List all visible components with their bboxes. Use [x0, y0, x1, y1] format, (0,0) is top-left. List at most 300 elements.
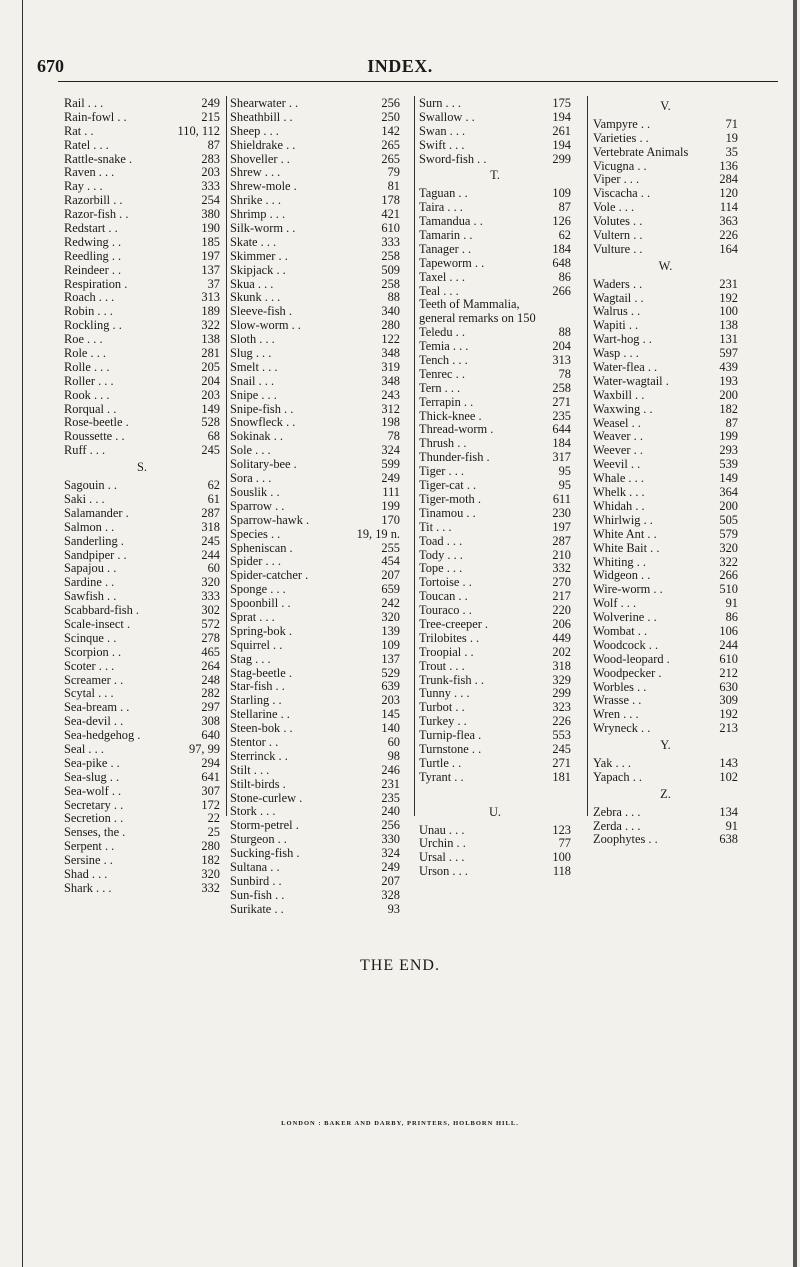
index-entry: [230, 500, 400, 514]
entry-name: Rail . . .: [64, 97, 104, 110]
entry-page: 164: [719, 241, 738, 256]
index-entry: [64, 166, 220, 180]
entry-name: Volutes . .: [593, 215, 643, 229]
entry-name: Scinque . .: [64, 631, 117, 645]
index-entry: [230, 736, 400, 750]
entry-page: 638: [719, 832, 738, 847]
index-entry: [419, 326, 571, 340]
entry-page: 149: [201, 401, 220, 416]
entry-page: 204: [201, 373, 220, 388]
index-entry: [593, 347, 738, 361]
entry-name: Tit . . .: [419, 520, 452, 534]
entry-name: Water-flea . .: [593, 361, 658, 375]
entry-name: Scale-insect .: [64, 617, 131, 631]
index-entry: [419, 396, 571, 410]
entry-page: 203: [201, 387, 220, 402]
index-entry: [593, 771, 738, 785]
index-entry: [64, 180, 220, 194]
entry-page: 109: [381, 637, 400, 652]
index-entry: [230, 236, 400, 250]
index-entry: [230, 569, 400, 583]
entry-name: Thrush . .: [419, 437, 467, 451]
index-entry: [593, 542, 738, 556]
entry-name: Tiger-cat . .: [419, 479, 477, 493]
entry-name: Raven . . .: [64, 166, 115, 180]
entry-name: Urson . . .: [419, 865, 468, 879]
entry-name: Rose-beetle .: [64, 416, 129, 430]
entry-name: Walrus . .: [593, 305, 641, 319]
index-entry: [64, 375, 220, 389]
entry-name: Viscacha . .: [593, 187, 651, 201]
index-entry: [64, 771, 220, 785]
entry-page: 60: [387, 734, 400, 749]
index-column-2: [230, 97, 400, 917]
index-entry: [593, 118, 738, 132]
index-entry: [593, 403, 738, 417]
index-entry: [593, 187, 738, 201]
entry-page: 97, 99: [189, 741, 220, 756]
index-entry: [230, 472, 400, 486]
index-entry: [64, 701, 220, 715]
index-entry: [64, 139, 220, 153]
entry-page: 270: [552, 575, 571, 590]
entry-page: 256: [381, 96, 400, 110]
entry-page: 258: [381, 276, 400, 291]
entry-name: Species . .: [230, 527, 281, 541]
entry-name: Ray . . .: [64, 180, 103, 194]
entry-page: 348: [381, 373, 400, 388]
column-divider: [414, 96, 415, 816]
entry-page: 203: [201, 165, 220, 180]
entry-name: Tapeworm . .: [419, 256, 485, 270]
index-entry: [64, 416, 220, 430]
entry-name: Wren . . .: [593, 708, 639, 722]
entry-page: 313: [552, 353, 571, 368]
index-entry: [64, 521, 220, 535]
index-entry: [64, 743, 220, 757]
entry-name: Tody . . .: [419, 548, 463, 562]
entry-page: 320: [381, 609, 400, 624]
index-entry: [593, 611, 738, 625]
entry-page: 465: [201, 644, 220, 659]
index-entry: [64, 264, 220, 278]
entry-page: 640: [201, 728, 220, 743]
entry-name: Troopial . .: [419, 645, 474, 659]
entry-name: Tree-creeper .: [419, 617, 489, 631]
entry-name: Scorpion . .: [64, 645, 122, 659]
letter-heading: Y.: [660, 738, 671, 753]
entry-name: Razor-fish . .: [64, 208, 129, 222]
entry-page: 246: [381, 762, 400, 777]
entry-page: 278: [201, 630, 220, 645]
index-entry: [230, 722, 400, 736]
entry-name: Whelk . . .: [593, 486, 645, 500]
page-number: 670: [37, 56, 64, 76]
index-entry: [230, 347, 400, 361]
index-entry: [419, 271, 571, 285]
index-entry: [419, 243, 571, 257]
entry-name: Trunk-fish . .: [419, 673, 484, 687]
entry-name: Steen-bok . .: [230, 722, 293, 736]
index-entry: [230, 653, 400, 667]
index-entry: [230, 375, 400, 389]
entry-name: Sapajou . .: [64, 562, 117, 576]
entry-name: Wolf . . .: [593, 597, 637, 611]
index-entry: [593, 173, 738, 187]
entry-name: Sunbird . .: [230, 874, 282, 888]
index-entry: [64, 479, 220, 493]
entry-name: Seal . . .: [64, 742, 104, 756]
entry-name: Sheathbill . .: [230, 110, 293, 124]
index-entry: [230, 555, 400, 569]
entry-name: Rain-fowl . .: [64, 110, 127, 124]
entry-page: 439: [719, 360, 738, 375]
entry-name: Respiration .: [64, 277, 128, 291]
index-entry: [64, 305, 220, 319]
index-entry: [64, 153, 220, 167]
entry-name: Vultern . .: [593, 229, 643, 243]
entry-name: Starling . .: [230, 694, 282, 708]
entry-name: Sea-pike . .: [64, 756, 120, 770]
index-entry: [230, 625, 400, 639]
index-entry: [64, 291, 220, 305]
entry-page: 510: [719, 582, 738, 597]
entry-name: Surikate . .: [230, 902, 284, 916]
entry-page: 599: [381, 457, 400, 472]
spacer: [419, 785, 571, 794]
entry-page: 421: [381, 207, 400, 222]
entry-name: Tortoise . .: [419, 576, 472, 590]
entry-page: 284: [719, 172, 738, 187]
entry-page: 199: [381, 498, 400, 513]
entry-name: Worbles . .: [593, 680, 647, 694]
entry-name: Senses, the .: [64, 826, 126, 840]
entry-name: Roach . . .: [64, 291, 115, 305]
entry-page: 287: [552, 533, 571, 548]
index-entry: [64, 361, 220, 375]
index-entry: [230, 111, 400, 125]
entry-name: Turkey . .: [419, 715, 467, 729]
header-rule: [58, 81, 778, 82]
entry-page: 184: [552, 241, 571, 256]
entry-name: Snipe-fish . .: [230, 402, 294, 416]
entry-page: 322: [201, 318, 220, 333]
entry-page: 217: [552, 589, 571, 604]
entry-page: 88: [387, 290, 400, 305]
entry-page: 659: [381, 582, 400, 597]
entry-name: Sagouin . .: [64, 479, 118, 493]
entry-name: Slow-worm . .: [230, 319, 301, 333]
entry-name: Saki . . .: [64, 492, 105, 506]
index-entry: [230, 528, 400, 542]
entry-page: 220: [552, 603, 571, 618]
entry-name: Water-wagtail .: [593, 374, 669, 388]
entry-page: 19, 19 n.: [356, 526, 400, 541]
entry-page: 197: [552, 519, 571, 534]
index-entry: [230, 694, 400, 708]
index-entry: [64, 97, 220, 111]
entry-page: 95: [558, 464, 571, 479]
entry-page: 302: [201, 603, 220, 618]
entry-name: Waxbill . .: [593, 388, 645, 402]
entry-page: 297: [201, 700, 220, 715]
entry-name: Ruff . . .: [64, 444, 106, 458]
index-note: Teeth of Mammalia,: [419, 297, 520, 312]
index-entry: [230, 597, 400, 611]
entry-name: Ursal . . .: [419, 851, 465, 865]
index-entry: [64, 430, 220, 444]
entry-page: 245: [552, 741, 571, 756]
index-entry: [419, 549, 571, 563]
entry-page: 333: [201, 179, 220, 194]
index-entry: [230, 819, 400, 833]
entry-name: Skimmer . .: [230, 249, 288, 263]
entry-name: Sparrow . .: [230, 499, 285, 513]
entry-page: 258: [381, 248, 400, 263]
entry-page: 312: [381, 401, 400, 416]
index-entry: [230, 97, 400, 111]
entry-page: 261: [552, 123, 571, 138]
entry-name: Unau . . .: [419, 823, 465, 837]
index-entry: [64, 604, 220, 618]
entry-name: Trout . . .: [419, 659, 465, 673]
index-entry: [419, 757, 571, 771]
entry-name: Turbot . .: [419, 701, 465, 715]
entry-page: 245: [201, 533, 220, 548]
entry-name: Sea-wolf . .: [64, 784, 122, 798]
index-entry: [64, 208, 220, 222]
index-entry: [593, 528, 738, 542]
index-entry: [419, 285, 571, 299]
index-entry: [230, 486, 400, 500]
index-entry: [230, 194, 400, 208]
entry-name: Reindeer . .: [64, 263, 122, 277]
entry-name: Sultana . .: [230, 860, 280, 874]
entry-name: Rook . . .: [64, 388, 110, 402]
entry-page: 102: [719, 769, 738, 784]
entry-page: 610: [719, 651, 738, 666]
index-entry: [419, 465, 571, 479]
entry-name: Sprat . . .: [230, 610, 275, 624]
entry-page: 294: [201, 755, 220, 770]
entry-page: 309: [719, 693, 738, 708]
entry-page: 37: [207, 276, 220, 291]
index-entry: [230, 389, 400, 403]
index-entry: [593, 215, 738, 229]
entry-name: Snipe . . .: [230, 388, 277, 402]
index-entry: [593, 375, 738, 389]
entry-name: Redwing . .: [64, 235, 122, 249]
entry-name: Waders . .: [593, 277, 643, 291]
index-entry: [64, 194, 220, 208]
entry-page: 185: [201, 234, 220, 249]
entry-name: Urchin . .: [419, 837, 466, 851]
index-entry: [419, 618, 571, 632]
entry-page: 244: [201, 547, 220, 562]
entry-name: Shrew-mole .: [230, 180, 297, 194]
entry-name: Tyrant . .: [419, 770, 464, 784]
entry-page: 242: [381, 596, 400, 611]
entry-page: 313: [201, 290, 220, 305]
entry-name: Star-fish . .: [230, 680, 285, 694]
entry-name: Tanager . .: [419, 242, 472, 256]
entry-page: 98: [387, 748, 400, 763]
entry-page: 318: [552, 658, 571, 673]
entry-name: Tope . . .: [419, 562, 463, 576]
index-entry: [230, 305, 400, 319]
entry-page: 250: [381, 109, 400, 124]
index-entry: [64, 868, 220, 882]
index-entry: [593, 833, 738, 847]
entry-page: 333: [381, 234, 400, 249]
index-entry: [230, 583, 400, 597]
index-entry: [419, 865, 571, 879]
entry-page: 254: [201, 193, 220, 208]
entry-name: Temia . . .: [419, 340, 469, 354]
entry-page: 213: [719, 721, 738, 736]
the-end-text: THE END.: [360, 957, 440, 974]
index-entry: [419, 660, 571, 674]
index-entry: [419, 521, 571, 535]
index-entry: [64, 562, 220, 576]
index-entry: [593, 667, 738, 681]
entry-name: Roussette . .: [64, 430, 125, 444]
index-entry: [230, 222, 400, 236]
entry-name: Tench . . .: [419, 354, 468, 368]
entry-name: Stentor . .: [230, 735, 279, 749]
entry-name: Robin . . .: [64, 305, 113, 319]
index-entry: [593, 569, 738, 583]
entry-name: Spoonbill . .: [230, 597, 291, 611]
entry-name: Sleeve-fish .: [230, 305, 292, 319]
entry-name: Storm-petrel .: [230, 819, 299, 833]
index-entry: [419, 604, 571, 618]
entry-name: Spring-bok .: [230, 624, 292, 638]
binding-edge: [793, 0, 797, 1267]
index-entry: [419, 590, 571, 604]
index-entry: [419, 729, 571, 743]
index-entry: [419, 715, 571, 729]
entry-page: 100: [719, 304, 738, 319]
entry-page: 266: [719, 568, 738, 583]
index-entry: [230, 153, 400, 167]
index-entry: [64, 785, 220, 799]
index-entry: [419, 562, 571, 576]
entry-page: 271: [552, 394, 571, 409]
entry-page: 109: [552, 186, 571, 201]
entry-page: 235: [381, 790, 400, 805]
entry-page: 123: [552, 822, 571, 837]
entry-page: 240: [381, 804, 400, 819]
entry-name: Reedling . .: [64, 249, 122, 263]
entry-name: Serpent . .: [64, 840, 115, 854]
entry-page: 182: [201, 853, 220, 868]
entry-name: Stag-beetle .: [230, 666, 292, 680]
entry-name: Vole . . .: [593, 201, 635, 215]
letter-heading: S.: [137, 460, 147, 475]
index-entry: [230, 889, 400, 903]
entry-name: Whale . . .: [593, 472, 644, 486]
entry-page: 60: [207, 561, 220, 576]
entry-name: Teledu . .: [419, 326, 465, 340]
index-entry: [419, 423, 571, 437]
entry-name: Sea-devil . .: [64, 715, 124, 729]
index-entry: [64, 812, 220, 826]
entry-page: 231: [719, 276, 738, 291]
entry-page: 19: [725, 130, 738, 145]
entry-name: Rattle-snake .: [64, 152, 133, 166]
entry-page: 200: [719, 387, 738, 402]
index-entry: [419, 451, 571, 465]
entry-page: 264: [201, 658, 220, 673]
entry-name: Surn . . .: [419, 97, 461, 110]
entry-name: Toucan . .: [419, 590, 468, 604]
index-entry: [593, 681, 738, 695]
entry-page: 139: [381, 623, 400, 638]
entry-page: 449: [552, 630, 571, 645]
index-entry: [593, 243, 738, 257]
index-entry: [593, 625, 738, 639]
index-entry: [419, 125, 571, 139]
entry-name: Snowfleck . .: [230, 416, 296, 430]
index-entry: [230, 291, 400, 305]
entry-name: Scytal . . .: [64, 687, 114, 701]
entry-page: 320: [201, 575, 220, 590]
index-entry: [230, 278, 400, 292]
entry-name: Zoophytes . .: [593, 833, 658, 847]
entry-page: 88: [558, 325, 571, 340]
index-entry: [230, 361, 400, 375]
entry-page: 182: [719, 401, 738, 416]
entry-page: 265: [381, 151, 400, 166]
entry-page: 348: [381, 346, 400, 361]
index-entry: [64, 493, 220, 507]
index-entry: [593, 319, 738, 333]
entry-name: Wood-leopard .: [593, 652, 670, 666]
entry-page: 120: [719, 186, 738, 201]
entry-page: 332: [201, 880, 220, 895]
entry-name: Sword-fish . .: [419, 152, 487, 166]
letter-heading: Z.: [660, 786, 671, 801]
entry-page: 307: [201, 783, 220, 798]
letter-heading: V.: [660, 99, 671, 113]
entry-page: 189: [201, 304, 220, 319]
entry-page: 79: [387, 165, 400, 180]
entry-name: Shrike . . .: [230, 194, 281, 208]
entry-name: Souslik . .: [230, 485, 280, 499]
page-title: INDEX.: [367, 56, 433, 76]
entry-page: 293: [719, 443, 738, 458]
entry-name: Sardine . .: [64, 576, 115, 590]
entry-name: Whidah . .: [593, 499, 645, 513]
entry-page: 122: [381, 332, 400, 347]
index-entry: [593, 417, 738, 431]
entry-name: Scoter . . .: [64, 659, 115, 673]
entry-page: 319: [381, 359, 400, 374]
index-entry: [230, 861, 400, 875]
page-edge-line: [22, 0, 23, 1267]
entry-page: 204: [552, 339, 571, 354]
entry-page: 136: [719, 158, 738, 173]
entry-name: Zebra . . .: [593, 805, 641, 819]
entry-page: 145: [381, 707, 400, 722]
index-entry: [230, 805, 400, 819]
index-entry: [64, 826, 220, 840]
entry-name: Turtle . .: [419, 756, 462, 770]
entry-name: Tamarin . .: [419, 229, 473, 243]
index-entry: [230, 542, 400, 556]
entry-name: Screamer . .: [64, 673, 124, 687]
